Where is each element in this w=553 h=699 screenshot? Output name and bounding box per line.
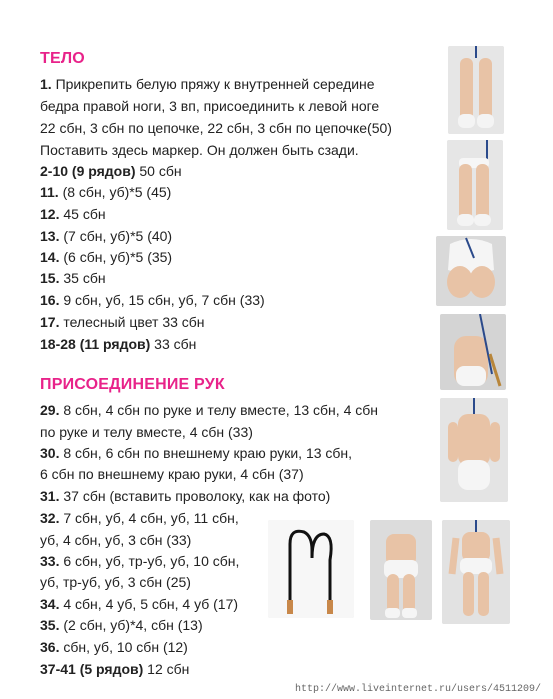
pattern-line: 34. 4 сбн, 4 уб, 5 сбн, 4 уб (17) <box>40 596 239 612</box>
pattern-line: уб, тр-уб, уб, 3 сбн (25) <box>40 574 191 590</box>
pattern-line: 18-28 (11 рядов) 33 сбн <box>40 336 197 352</box>
doll-legs-joined-photo <box>447 140 503 230</box>
pattern-line: 30. 8 сбн, 6 сбн по внешнему краю руки, 13 сбн, <box>40 445 353 461</box>
doll-arm-join-photo <box>440 314 506 390</box>
pattern-line: 11. (8 сбн, уб)*5 (45) <box>40 184 172 200</box>
pattern-line: 1. Прикрепить белую пряжу к внутренней середине <box>40 76 375 92</box>
pattern-line: 15. 35 сбн <box>40 270 106 286</box>
pattern-line: 2-10 (9 рядов) 50 сбн <box>40 163 182 179</box>
pattern-line: Поставить здесь маркер. Он должен быть сзади. <box>40 142 359 158</box>
section-title-arms: ПРИСОЕДИНЕНИЕ РУК <box>40 376 225 393</box>
pattern-line: по руке и телу вместе, 4 сбн (33) <box>40 424 253 440</box>
pattern-line: 13. (7 сбн, уб)*5 (40) <box>40 228 173 244</box>
section-title-body: ТЕЛО <box>40 50 85 67</box>
pattern-line: уб, 4 сбн, уб, 3 сбн (33) <box>40 532 192 548</box>
doll-body-front-photo <box>370 520 432 620</box>
wire-photo <box>268 520 354 618</box>
pattern-line: 14. (6 сбн, уб)*5 (35) <box>40 249 173 265</box>
pattern-line: бедра правой ноги, 3 вп, присоединить к левой ноге <box>40 98 380 114</box>
pattern-line: 35. (2 сбн, уб)*4, сбн (13) <box>40 617 203 633</box>
pattern-line: 36. сбн, уб, 10 сбн (12) <box>40 639 188 655</box>
pattern-line: 32. 7 сбн, уб, 4 сбн, уб, 11 сбн, <box>40 510 239 526</box>
pattern-line: 16. 9 сбн, уб, 15 сбн, уб, 7 сбн (33) <box>40 292 265 308</box>
doll-body-back-photo <box>436 236 506 306</box>
pattern-line: 6 сбн по внешнему краю руки, 4 сбн (37) <box>40 466 304 482</box>
pattern-line: 12. 45 сбн <box>40 206 106 222</box>
pattern-line: 29. 8 сбн, 4 сбн по руке и телу вместе, 13 сбн, 4 сбн <box>40 402 378 418</box>
pattern-line: 31. 37 сбн (вставить проволоку, как на фото) <box>40 488 331 504</box>
doll-torso-photo <box>440 398 508 502</box>
pattern-line: 37-41 (5 рядов) 12 сбн <box>40 661 190 677</box>
watermark-url: http://www.liveinternet.ru/users/4511209/ <box>294 684 541 695</box>
pattern-line: 17. телесный цвет 33 сбн <box>40 314 205 330</box>
doll-with-wire-photo <box>442 520 510 624</box>
doll-legs-photo <box>448 46 504 134</box>
pattern-line: 33. 6 сбн, уб, тр-уб, уб, 10 сбн, <box>40 553 240 569</box>
pattern-line: 22 сбн, 3 сбн по цепочке, 22 сбн, 3 сбн по цепочке(50) <box>40 120 392 136</box>
